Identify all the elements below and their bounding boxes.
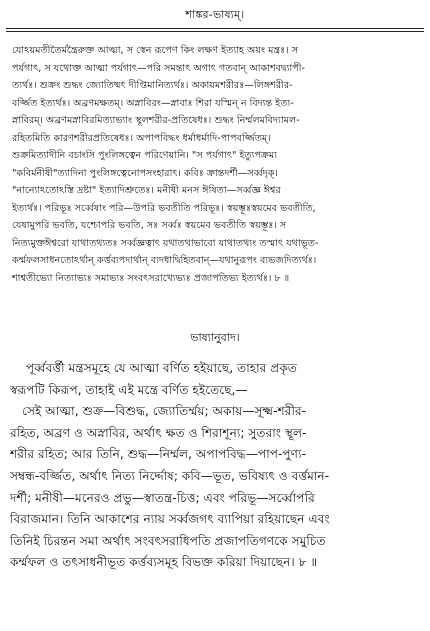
commentary-line: নিত্যমুক্তঈশ্বরো যাথাতথ্যতঃ সর্ব্বজ্ঞত্বাৎ যথাতথাভাবো যাথাতথ্যং তস্মাৎ যথাভূত-: [12, 237, 319, 249]
commentary-line: "কবির্মনীষী"ত্যাদিনা পুংলিঙ্গত্বেনোপসংহারাৎ। কবিঃ ক্রান্তদর্শী—সর্ব্বদৃক্।: [12, 167, 278, 179]
translation-line: শরীর রহিত; আর তিনি, শুদ্ধ—নির্ম্মল, অপাপবিদ্ধ—পাপ-পুণ্য-: [10, 447, 306, 462]
translation-line: স্বরূপটি কিরূপ, তাহাই এই মন্ত্রে বর্ণিত হইতেছে,—: [10, 382, 248, 397]
translation-line: দর্শী; মনীষী—মনেরও প্রভু—স্বাতন্ত্র-চিত্ত; এবং পরিভূ—সর্ব্বোপরি: [10, 490, 315, 505]
commentary-line: রহিতমিতি কারণশরীরপ্রতিষেধঃ। অপাপবিদ্ধং ধর্মাধর্মাদি-পাপবর্জ্জিতম্।: [12, 132, 271, 144]
commentary-line: শুক্রমিত্যাদীনি বচাংসি পুংলিঙ্গত্বেন পরিণেয়ানি। "স পর্যগাৎ" ইত্যুপক্রম্য: [12, 150, 278, 161]
page-header: শাঙ্কর-ভাষ্যম্।: [185, 8, 245, 21]
translation-line: তিনিই চিরন্তন সমা অর্থাৎ সংবৎসরাধিপতি প্রজাপতিগণকে সমুচিত: [10, 533, 326, 548]
translation-line: পূর্ব্ববর্ত্তী মন্ত্রসমূহে যে আত্মা বর্ণিত হইয়াছে, তাহার প্রকৃত: [26, 361, 298, 375]
commentary-line: স্নাবিরম্। অব্রণমস্নাবিরমিত্যাভ্যাং স্থূলশরীর-প্রতিষেধঃ। শুদ্ধং নির্ম্মলমবিদ্যামল-: [12, 115, 300, 126]
commentary-line: কর্ম্মফলসাধনতোঽর্থান্ কর্ত্তব্যপদার্থান্ ব্যদধাদ্বিহিতবান্—যথানুরূপং ব্যভজদিত্যর্থঃ।: [12, 255, 317, 266]
translation-line: সেই আত্মা, শুক্র—বিশুদ্ধ, জ্যোতির্ম্ময়; অকায়—সূক্ষ্ম-শরীর-: [22, 404, 307, 419]
commentary-line: বর্জ্জিত ইত্যর্থঃ। অব্রণমক্ষতম্। অস্নাবিরং—স্নাবাঃ শিরা যস্মিন্ ন বিদ্যন্ত ইত্য-: [12, 97, 294, 109]
commentary-line: ত্যর্থঃ। শুক্রং শুদ্ধং জ্যোতিষ্মৎ দীপ্তিমানিত্যর্থঃ। অকায়মশরীরঃ—লিঙ্গশরীর-: [12, 80, 293, 91]
translation-line: রহিত, অব্রণ ও অস্নাবির, অর্থাৎ ক্ষত ও শিরাশূন্য; সুতরাং স্থূল-: [10, 425, 307, 440]
translation-line: সম্বন্ধ-বর্জ্জিত, অর্থাৎ নিত্য নির্দ্দোষ; কবি—ভূত, ভবিষ্যৎ ও বর্ত্তমান-: [10, 468, 330, 483]
commentary-line: শাশ্বতীভ্যো নিত্যাভ্যঃ সমাভ্যঃ সংবৎসরাখ্যেভ্যঃ প্রজাপতিভ্য ইত্যর্থঃ। ৮ ॥: [12, 272, 290, 284]
sanskrit-commentary: [12, 42, 422, 287]
commentary-line: ইত্যর্থঃ। পরিভূঃ সর্ব্বেষাং পরি—উপরি ভবতীতি পরিভূঃ। স্বয়ম্ভূঃস্বয়মেব ভবতীতি,: [12, 202, 316, 214]
translation-heading: ভাষ্যানুবাদ।: [190, 331, 240, 344]
commentary-line: যেষামুপরি ভবতি, যশ্চোপরি ভবতি, সঃ সর্ব্বঃ স্বয়মেব ভবতীতি স্বয়ম্ভূঃ। স: [12, 220, 287, 231]
header-rule-bottom: [6, 31, 424, 32]
commentary-line: যোঽয়মতীতৈর্মন্ত্রৈরুক্ত আত্মা, স স্বেন রূপেণ কিং লক্ষণ ইত্যাহ অয়ং মন্ত্রঃ। স: [12, 45, 299, 56]
translation-line: বিরাজমান। তিনি আকাশের ন্যায় সর্ব্বজগৎ ব্যাপিয়া রহিয়াছেন এবং: [10, 512, 330, 527]
translation-line: কর্ম্মফল ও তৎসাধনীভূত কর্ত্তব্যসমূহ বিভক্ত করিয়া দিয়াছেন। ৮ ॥: [10, 555, 318, 570]
bengali-translation: [10, 358, 424, 574]
header-rule-top: [6, 28, 424, 29]
commentary-line: পর্যগাৎ, স যথোক্ত আত্মা পর্যগাৎ—পরি সমন্তাৎ অগাৎ গতবান্ আকাশবদ্ব্যাপী-: [12, 62, 306, 74]
commentary-line: "নান্যোঽতোঽস্তি দ্রষ্টা" ইত্যাদিশ্রুতেঃ। মনীষী মনস ঈষিতা—সর্ব্বজ্ঞ ঈশ্বর: [12, 185, 281, 196]
